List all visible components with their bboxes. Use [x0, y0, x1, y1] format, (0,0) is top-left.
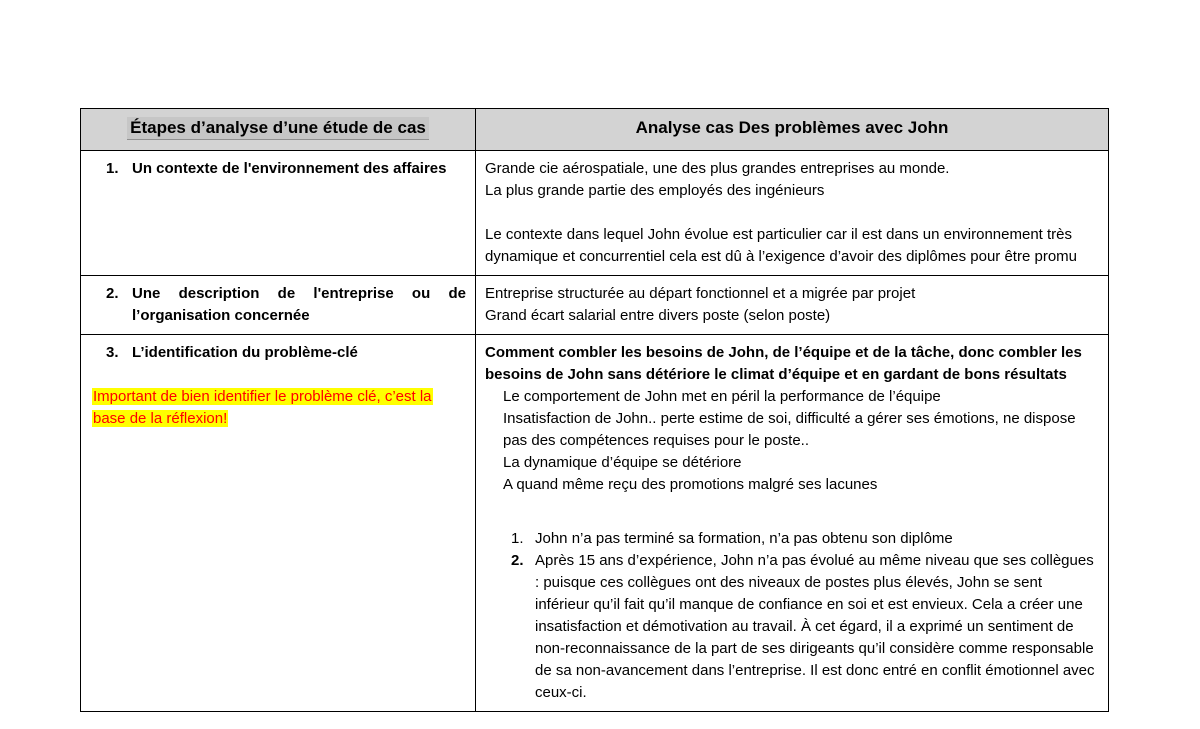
step-number: 1.: [106, 160, 119, 177]
problem-points: [503, 386, 1099, 496]
item-text: Après 15 ans d’expérience, John n’a pas évolué au même niveau que ses collègues : puisque ces collègues ont des niveaux de postes plus élevés, John se sent inférieur qu’il fait qu’il manque de confiance en soi et est envieux. Cela a créer une insatisfaction et démotivation au travail. À cet égard, il a exprimé un sentiment de non-reconnaissance de la part de ses dirigeants qu’il considère comme responsable de sa non-avancement dans l’entreprise. Il est donc entré en conflit émotionnel avec ceux-ci.: [535, 552, 1095, 701]
step-cell-1: [81, 151, 476, 276]
step-title-text: Un contexte de l'environnement des affaires: [132, 160, 447, 177]
step-title-text: Une description de l'entreprise ou de l’organisation concernée: [132, 285, 466, 324]
item-number: 1.: [511, 530, 524, 547]
step-title-text: L’identification du problème-clé: [132, 344, 358, 361]
point: A quand même reçu des promotions malgré ses lacunes: [503, 476, 878, 493]
table-row-description: [81, 276, 1109, 335]
analysis-cell-1: [476, 151, 1109, 276]
table-row-context: [81, 151, 1109, 276]
numbered-item: [511, 550, 1099, 704]
table-row-key-problem: [81, 335, 1109, 712]
paragraph: Entreprise structurée au départ fonctionnel et a migrée par projet: [485, 285, 916, 302]
header-cell-analysis: [476, 109, 1109, 151]
point: La dynamique d’équipe se détériore: [503, 454, 742, 471]
header-cell-steps: [81, 109, 476, 151]
key-note: [92, 386, 466, 430]
step-title-1: [106, 158, 466, 180]
paragraph: La plus grande partie des employés des ingénieurs: [485, 182, 825, 199]
step-number: 3.: [106, 344, 119, 361]
step-title-2: [106, 283, 466, 327]
item-number: 2.: [511, 552, 524, 569]
analysis-cell-3: [476, 335, 1109, 712]
key-problem-statement: Comment combler les besoins de John, de l’équipe et de la tâche, donc combler les besoins de John sans détériore le climat d’équipe et en gardant de bons résultats: [485, 344, 1082, 383]
step-number: 2.: [106, 285, 119, 302]
point: Insatisfaction de John.. perte estime de soi, difficulté a gérer ses émotions, ne dispose pas des compétences requises pour le poste..: [503, 410, 1076, 449]
step-cell-2: [81, 276, 476, 335]
paragraph: Grand écart salarial entre divers poste (selon poste): [485, 307, 831, 324]
highlighted-note-text: Important de bien identifier le problème clé, c’est la base de la réflexion!: [93, 388, 432, 427]
item-text: John n’a pas terminé sa formation, n’a pas obtenu son diplôme: [535, 530, 953, 547]
header-title-analysis: Analyse cas Des problèmes avec John: [635, 118, 949, 137]
analysis-cell-2: [476, 276, 1109, 335]
paragraph: Grande cie aérospatiale, une des plus grandes entreprises au monde.: [485, 160, 950, 177]
paragraph: Le contexte dans lequel John évolue est particulier car il est dans un environnement très dynamique et concurrentiel cela est dû à l’exigence d’avoir des diplômes pour être promu: [485, 226, 1077, 265]
table-header-row: [81, 109, 1109, 151]
problem-numbered-list: [511, 528, 1099, 704]
step-title-3: [106, 342, 466, 364]
numbered-item: [511, 528, 1099, 550]
header-title-steps: Étapes d’analyse d’une étude de cas: [127, 117, 429, 140]
point: Le comportement de John met en péril la performance de l’équipe: [503, 388, 941, 405]
case-analysis-table: [80, 108, 1109, 712]
step-cell-3: [81, 335, 476, 712]
